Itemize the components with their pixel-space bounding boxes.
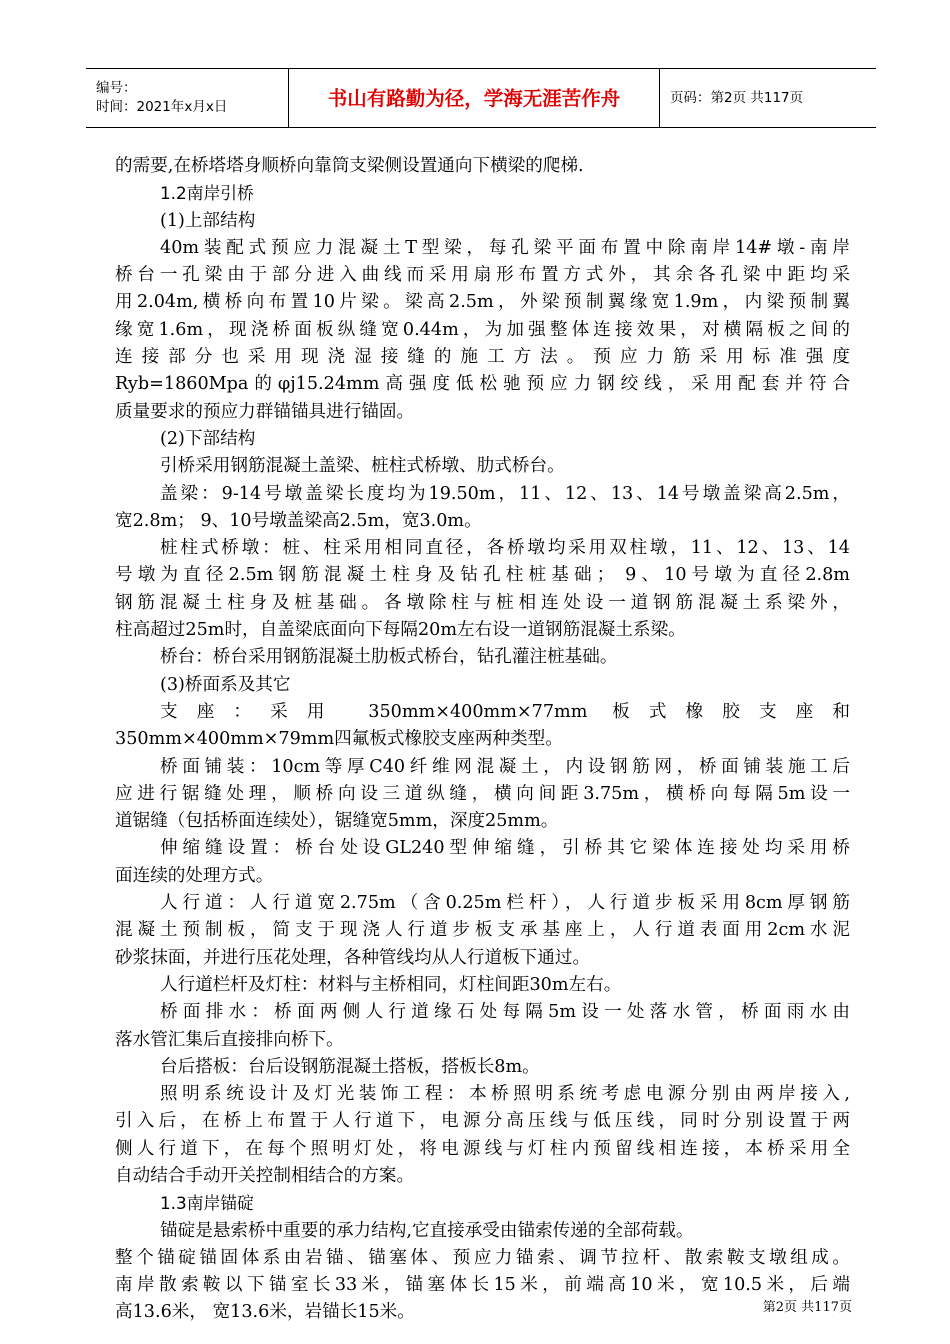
text-line: 人行道：人行道宽2.75m（含0.25m栏杆），人行道步板采用8cm厚钢筋 [160,893,850,914]
text-line: 盖梁：9-14号墩盖梁长度均为19.50m，11、12、13、14号墩盖梁高2.5m， [160,483,850,504]
text-line: 桥面铺装：10cm等厚C40纤维网混凝土，内设钢筋网，桥面铺装施工后 [160,756,850,777]
header-page-info [660,69,876,127]
text-line: 桩柱式桥墩：桩、柱采用相同直径，各桥墩均采用双柱墩，11、12、13、14 [160,538,850,559]
text-line: 高13.6米， 宽13.6米，岩锚长15米。 [115,1302,415,1323]
text-line: 350mm×400mm×79mm四氟板式橡胶支座两种类型。 [115,729,563,750]
text-line: 连接部分也采用现浇湿接缝的施工方法。预应力筋采用标准强度 [115,347,850,368]
text-line: 道锯缝（包括桥面连续处），锯缝宽5mm，深度25mm。 [115,811,559,832]
document-body [115,153,850,1327]
text-line: 整个锚碇锚固体系由岩锚、锚塞体、预应力锚索、调节拉杆、散索鞍支墩组成。 [115,1247,850,1268]
header-slogan [288,69,660,127]
text-line: 落水管汇集后直接排向桥下。 [115,1029,344,1050]
text-line: 锚碇是悬索桥中重要的承力结构,它直接承受由锚索传递的全部荷载。 [160,1220,694,1241]
text-line: Ryb=1860Mpa的φj15.24mm高强度低松驰预应力钢绞线，采用配套并符合 [115,374,850,395]
text-line: 钢筋混凝土柱身及桩基础。各墩除柱与桩相连处设一道钢筋混凝土系梁外， [115,592,850,613]
text-line: 支座：采用 350mm×400mm×77mm 板式橡胶支座和 [160,701,850,722]
text-line: 混凝土预制板，简支于现浇人行道步板支承基座上，人行道表面用2cm水泥 [115,920,850,941]
text-line: 引桥采用钢筋混凝土盖梁、桩柱式桥墩、肋式桥台。 [160,456,565,477]
header-page-label: 页码：第2页 共117页 [670,89,804,106]
header-slogan-text: 书山有路勤为径，学海无涯苦作舟 [327,86,621,110]
text-line: 自动结合手动开关控制相结合的方案。 [115,1165,415,1186]
text-line: 应进行锯缝处理，顺桥向设三道纵缝，横向间距3.75m，横桥向每隔5m设一 [115,783,850,804]
text-line: 质量要求的预应力群锚锚具进行锚固。 [115,401,415,422]
page-footer: 第2页 共117页 [762,1300,852,1315]
text-line: 桥台一孔梁由于部分进入曲线而采用扇形布置方式外，其余各孔梁中距均采 [115,265,850,286]
text-line: 南岸散索鞍以下锚室长33米，锚塞体长15米，前端高10米，宽10.5米，后端 [115,1275,850,1296]
text-line: 缘宽1.6m，现浇桥面板纵缝宽0.44m，为加强整体连接效果，对横隔板之间的 [115,319,850,340]
text-line: 号墩为直径2.5m钢筋混凝土柱身及钻孔柱桩基础； 9、10号墩为直径2.8m [115,565,850,586]
text-line: 40m装配式预应力混凝土T型梁，每孔梁平面布置中除南岸14#墩-南岸 [160,237,850,258]
header-meta [86,69,288,127]
page-header [86,68,876,128]
subsection-heading: (3)桥面系及其它 [160,674,291,695]
text-line: 侧人行道下，在每个照明灯处，将电源线与灯柱内预留线相连接，本桥采用全 [115,1138,850,1159]
text-line: 人行道栏杆及灯柱：材料与主桥相同，灯柱间距30m左右。 [160,974,622,995]
subsection-heading: (2)下部结构 [160,428,256,449]
text-line: 台后搭板：台后设钢筋混凝土搭板，搭板长8m。 [160,1056,540,1077]
text-line: 宽2.8m； 9、10号墩盖梁高2.5m，宽3.0m。 [115,510,482,531]
header-time-label: 时间：2021年x月x日 [96,99,228,115]
text-line: 桥台：桥台采用钢筋混凝土肋板式桥台，钻孔灌注桩基础。 [160,647,618,668]
header-number-label: 编号： [96,80,137,96]
text-line: 伸缩缝设置：桥台处设GL240型伸缩缝，引桥其它梁体连接处均采用桥 [160,838,850,859]
text-line: 的需要,在桥塔塔身顺桥向靠筒支梁侧设置通向下横梁的爬梯. [115,156,584,176]
text-line: 用2.04m,横桥向布置10片梁。梁高2.5m，外梁预制翼缘宽1.9m，内梁预制翼 [115,292,850,313]
text-line: 柱高超过25m时，自盖梁底面向下每隔20m左右设一道钢筋混凝土系梁。 [115,620,686,641]
subsection-heading: (1)上部结构 [160,210,256,231]
section-heading: 1.3南岸锚碇 [160,1193,254,1214]
text-line: 砂浆抹面，并进行压花处理，各种管线均从人行道板下通过。 [115,947,591,968]
text-line: 面连续的处理方式。 [115,865,274,886]
text-line: 照明系统设计及灯光装饰工程：本桥照明系统考虑电源分别由两岸接入, [160,1084,850,1105]
section-heading: 1.2南岸引桥 [160,183,254,204]
text-line: 引入后，在桥上布置于人行道下，电源分高压线与低压线，同时分别设置于两 [115,1111,850,1132]
text-line: 桥面排水：桥面两侧人行道缘石处每隔5m设一处落水管，桥面雨水由 [160,1002,850,1023]
